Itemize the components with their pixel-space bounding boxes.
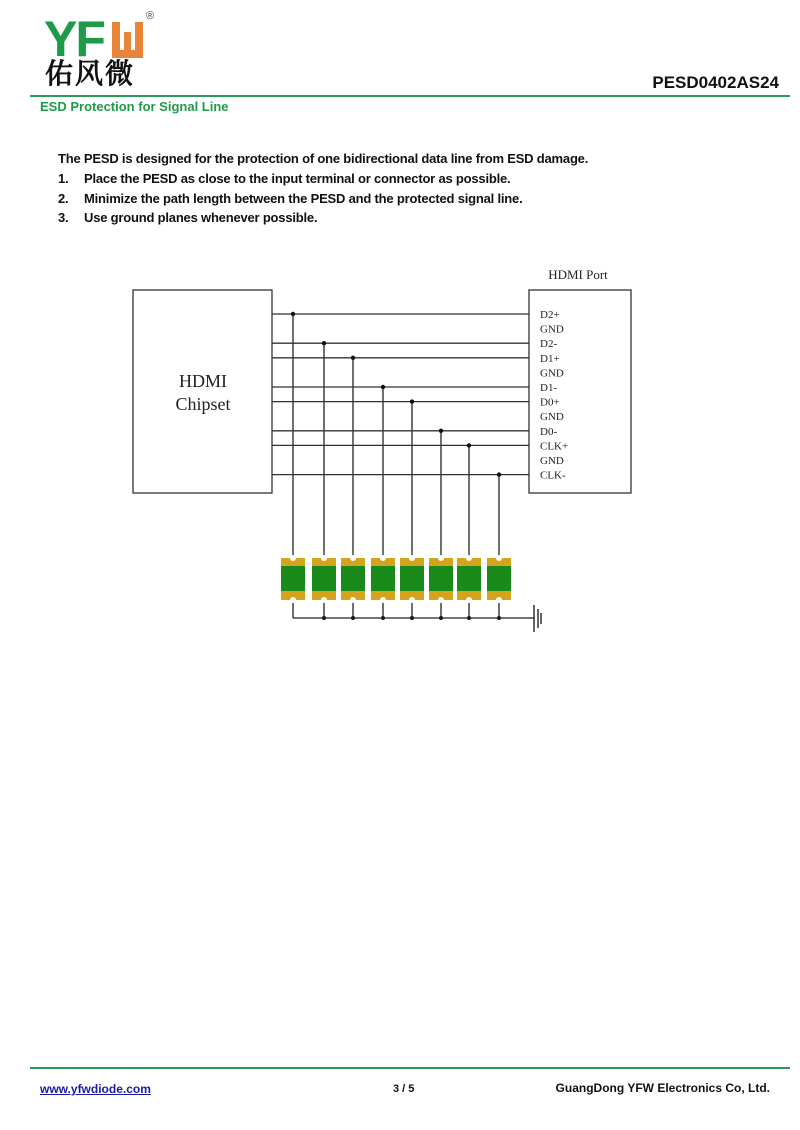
chipset-label-line2: Chipset — [175, 394, 231, 414]
junction-dot — [467, 443, 471, 447]
intro-paragraph: The PESD is designed for the protection of one bidirectional data line from ESD damage. — [58, 151, 589, 166]
port-pin-label: GND — [540, 411, 564, 424]
port-pin-label: GND — [540, 323, 564, 336]
junction-dot — [410, 399, 414, 403]
registered-mark: ® — [146, 10, 155, 22]
junction-dot — [351, 356, 355, 360]
esd-diode-icon — [281, 555, 305, 603]
esd-diode-icon — [487, 555, 511, 603]
junction-dot — [322, 341, 326, 345]
company-name: GuangDong YFW Electronics Co, Ltd. — [555, 1081, 770, 1095]
port-pin-label: CLK+ — [540, 440, 569, 453]
junction-dot — [381, 385, 385, 389]
esd-diode-icon — [341, 555, 365, 603]
chipset-label-line1: HDMI — [179, 371, 227, 391]
port-pin-label: D0+ — [540, 396, 560, 409]
website-link[interactable]: www.yfwdiode.com — [40, 1082, 151, 1096]
esd-diode-icon — [312, 555, 336, 603]
hdmi-port-title: HDMI Port — [548, 267, 608, 282]
esd-diode-icon — [400, 555, 424, 603]
esd-diode-icon — [371, 555, 395, 603]
port-pin-label: D1+ — [540, 352, 560, 365]
esd-diode-array — [281, 555, 511, 603]
junction-dot — [291, 312, 295, 316]
port-pin-label: CLK- — [540, 469, 566, 482]
section-subtitle: ESD Protection for Signal Line — [40, 99, 229, 114]
logo-latin-text: YF — [44, 11, 104, 67]
logo-chinese-text: 佑风微 — [45, 57, 136, 90]
list-text: Use ground planes whenever possible. — [84, 210, 318, 225]
list-number: 3. — [58, 210, 69, 225]
esd-diode-icon — [429, 555, 453, 603]
port-pin-label: D1- — [540, 382, 558, 394]
page-number: 3 / 5 — [393, 1083, 415, 1095]
ground-symbol-icon — [534, 605, 541, 632]
port-pin-label: D2- — [540, 338, 558, 351]
list-number: 1. — [58, 171, 69, 186]
port-pin-label: GND — [540, 367, 564, 380]
esd-diode-icon — [457, 555, 481, 603]
list-text: Place the PESD as close to the input terminal or connector as possible. — [84, 171, 511, 186]
port-pin-label: D2+ — [540, 309, 560, 321]
hdmi-chipset-box — [133, 290, 272, 493]
list-number: 2. — [58, 190, 69, 206]
document-part-number: PESD0402AS24 — [652, 73, 779, 92]
port-pin-label: GND — [540, 455, 564, 467]
port-pin-label: D0- — [540, 425, 558, 438]
footer-divider — [30, 1067, 790, 1069]
junction-dot — [439, 429, 443, 433]
junction-dot — [497, 472, 501, 476]
list-text: Minimize the path length between the PESD and the protected signal line. — [84, 190, 523, 206]
